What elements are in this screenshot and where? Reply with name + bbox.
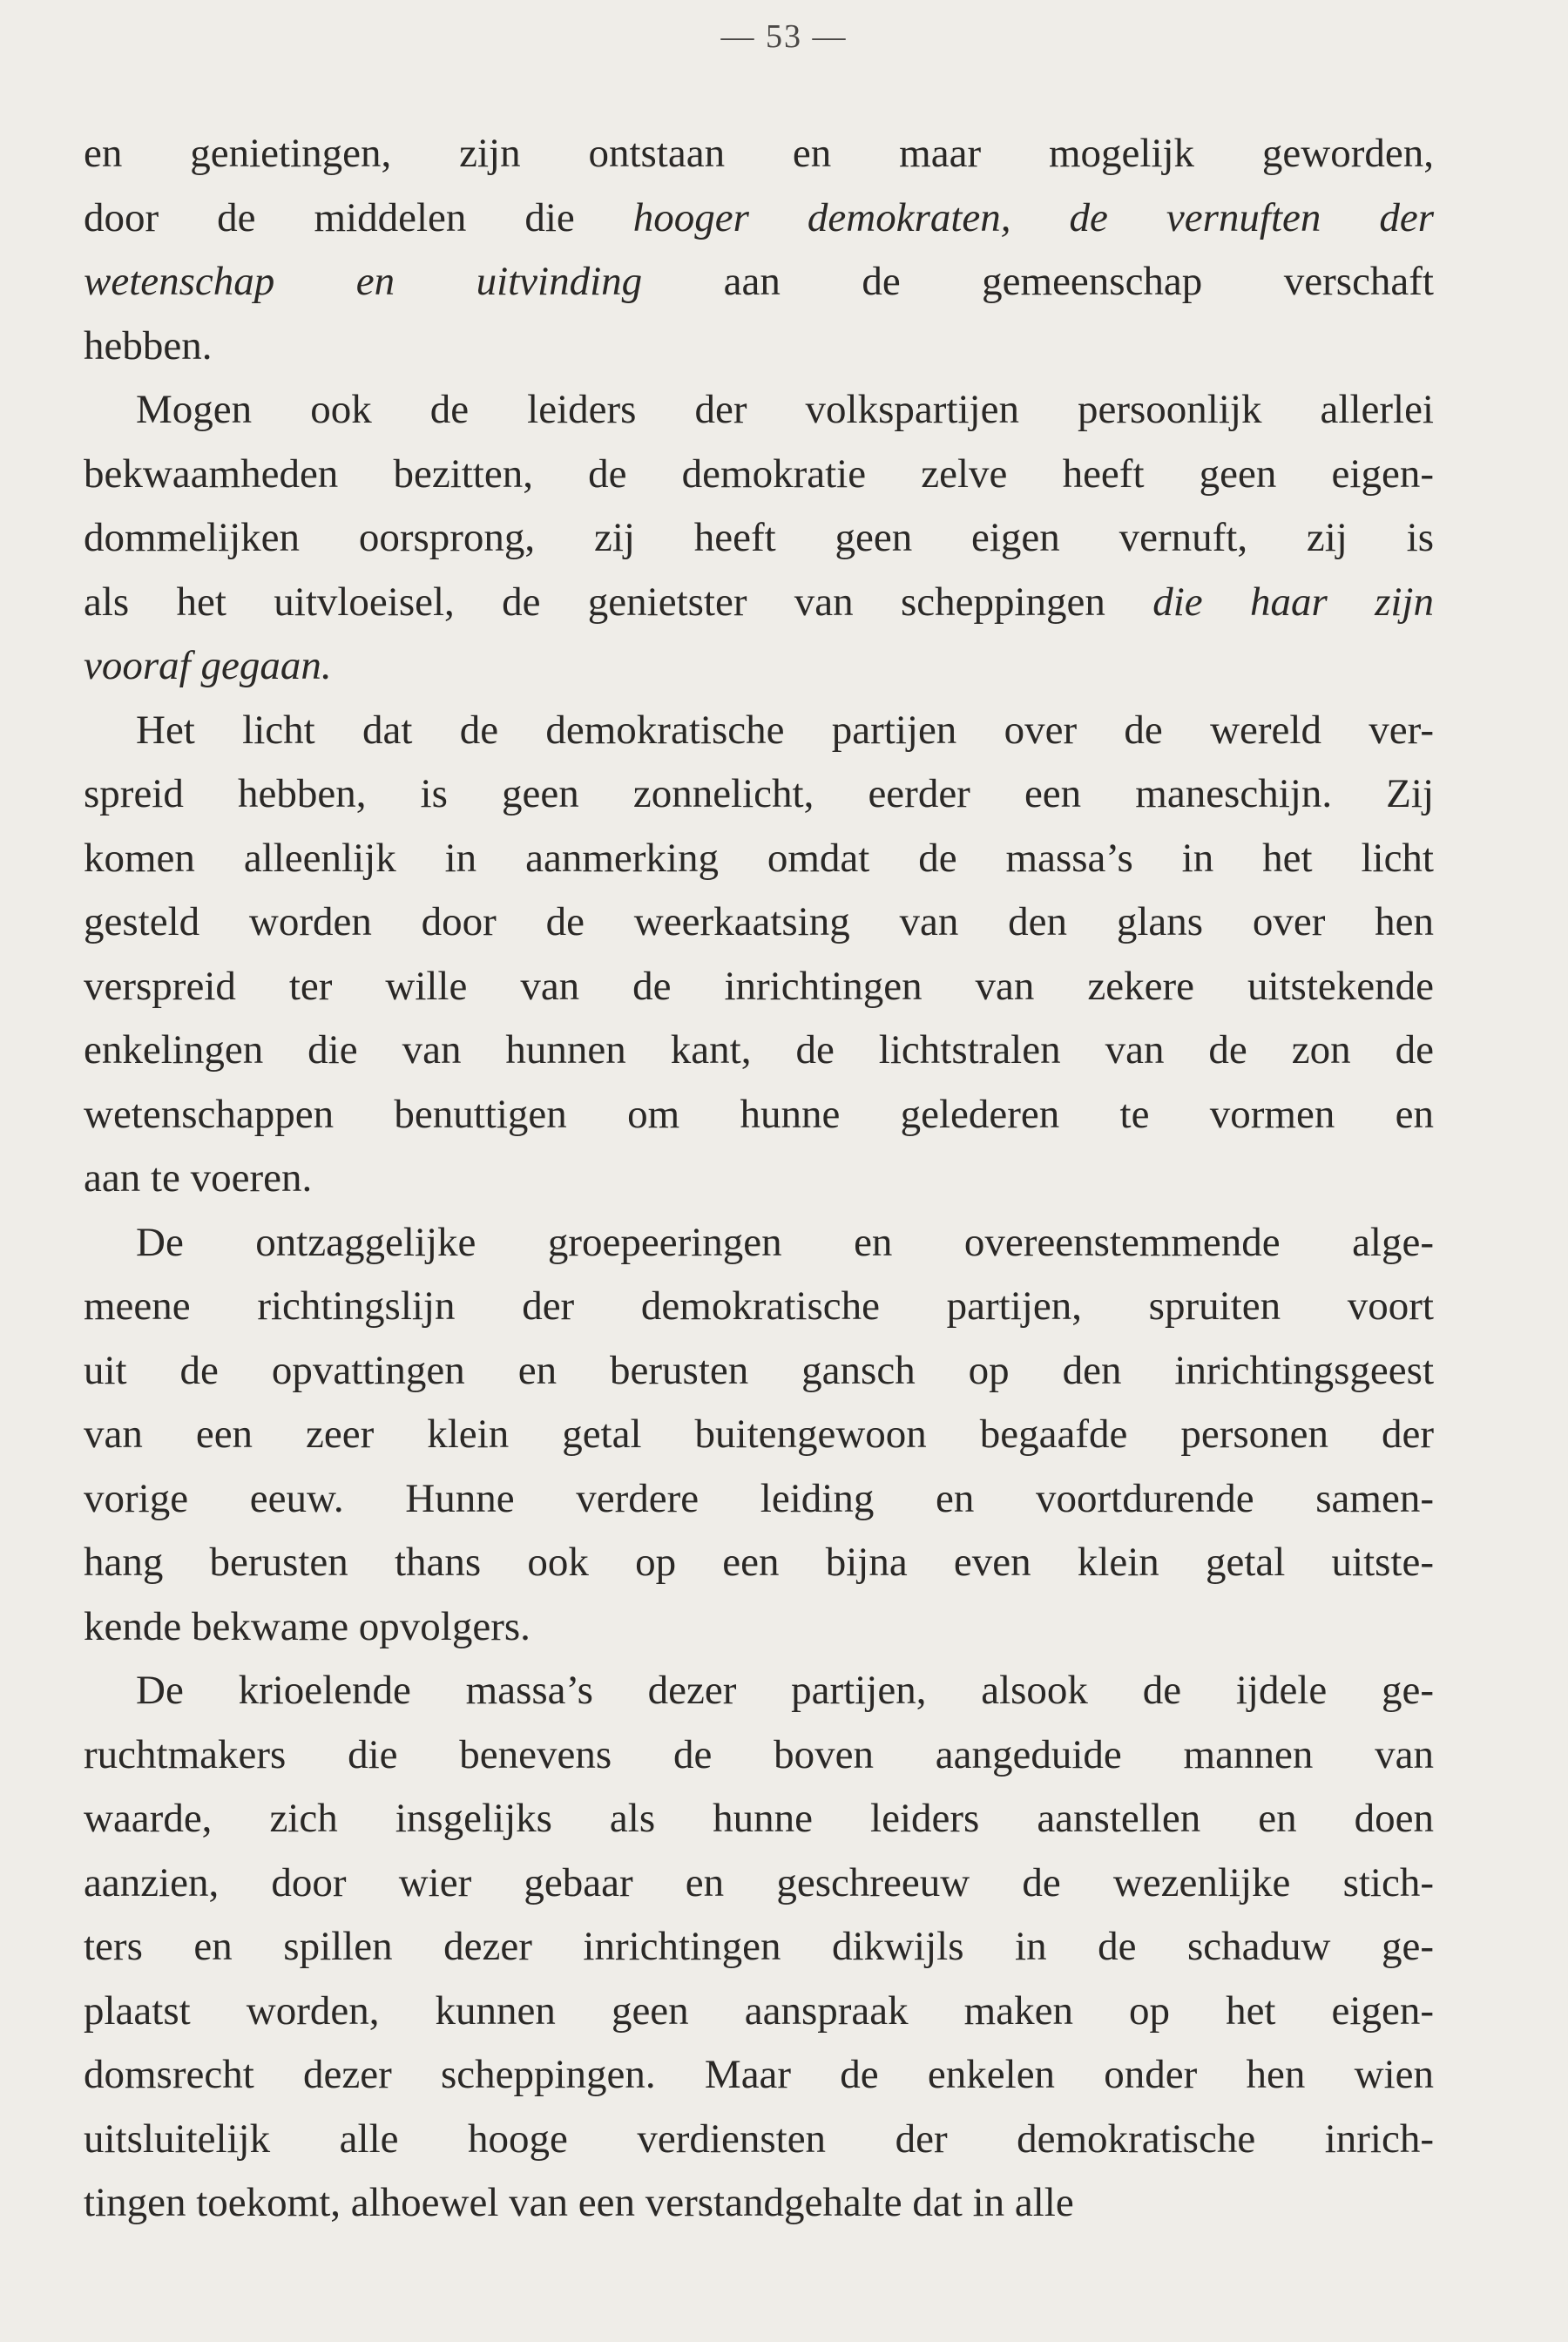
text-line: [84, 762, 1434, 827]
text-line: [84, 955, 1434, 1019]
text-line: [84, 1787, 1434, 1851]
text-segment: kende bekwame opvolgers.: [84, 1603, 531, 1649]
italic-text: hooger demokraten, de vernuften der: [632, 194, 1435, 240]
text-line: [84, 2043, 1434, 2108]
paragraph: [84, 122, 1434, 378]
text-segment: meene richtingslijn der demokratische partijen, spruiten voort: [84, 1283, 1434, 1329]
text-line: [84, 1467, 1434, 1532]
text-segment: van een zeer klein getal buitengewoon begaafde personen der: [84, 1411, 1434, 1457]
text-segment: plaatst worden, kunnen geen aanspraak maken op het eigen-: [84, 1987, 1434, 2034]
text-line: [84, 1659, 1434, 1723]
text-body: [84, 122, 1434, 2236]
text-line: [84, 1083, 1434, 1147]
text-line: [84, 1723, 1434, 1788]
text-segment: ters en spillen dezer inrichtingen dikwijls in de schaduw ge-: [84, 1924, 1434, 1969]
text-segment: Mogen ook de leiders der volkspartijen persoonlijk allerlei: [136, 387, 1434, 432]
text-line: [84, 315, 1434, 379]
text-segment: verspreid ter wille van de inrichtingen van zekere uitstekende: [84, 963, 1434, 1009]
text-segment: De krioelende massa’s dezer partijen, alsook de ijdele ge-: [136, 1668, 1434, 1713]
paragraph: [84, 699, 1434, 1211]
text-segment: door de middelen die: [84, 194, 633, 240]
text-line: [84, 827, 1434, 891]
text-segment: enkelingen die van hunnen kant, de lichtstralen van de zon de: [84, 1027, 1434, 1073]
text-segment: spreid hebben, is geen zonnelicht, eerder een maneschijn. Zij: [84, 771, 1434, 816]
text-line: [84, 186, 1434, 251]
text-segment: uitsluitelijk alle hooge verdiensten der demokratische inrich-: [84, 2115, 1434, 2162]
text-line: [84, 1211, 1434, 1276]
text-segment: wetenschappen benuttigen om hunne gelederen te vormen en: [84, 1091, 1434, 1137]
text-segment: aanzien, door wier gebaar en geschreeuw de wezenlijke stich-: [84, 1859, 1434, 1905]
text-line: [84, 571, 1434, 635]
text-line: [84, 443, 1434, 507]
paragraph: [84, 378, 1434, 699]
text-line: [84, 1339, 1434, 1404]
text-line: [84, 1019, 1434, 1083]
italic-text: vooraf gegaan.: [84, 643, 332, 688]
text-line: [84, 1980, 1434, 2044]
text-segment: aan de gemeenschap verschaft: [642, 259, 1434, 304]
text-line: [84, 122, 1434, 186]
text-line: [84, 890, 1434, 955]
text-line: [84, 2108, 1434, 2172]
page-number: — 53 —: [720, 18, 848, 55]
text-segment: als het uitvloeisel, de genietster van scheppingen: [84, 579, 1153, 625]
text-segment: hebben.: [84, 322, 213, 369]
text-line: [84, 1915, 1434, 1980]
text-line: [84, 1147, 1434, 1211]
text-segment: vorige eeuw. Hunne verdere leiding en voortdurende samen-: [84, 1475, 1434, 1521]
paragraph: [84, 1659, 1434, 2236]
text-line: [84, 1275, 1434, 1339]
text-segment: en genietingen, zijn ontstaan en maar mogelijk geworden,: [84, 131, 1434, 176]
text-line: [84, 1595, 1434, 1660]
text-line: [84, 1403, 1434, 1467]
italic-text: die haar zijn: [1152, 579, 1434, 625]
text-line: [84, 1531, 1434, 1595]
text-segment: komen alleenlijk in aanmerking omdat de massa’s in het licht: [84, 835, 1434, 881]
text-segment: tingen toekomt, alhoewel van een verstandgehalte dat in alle: [84, 2180, 1074, 2225]
text-segment: dommelijken oorsprong, zij heeft geen eigen vernuft, zij is: [84, 515, 1434, 560]
paragraph: [84, 1211, 1434, 1660]
text-segment: domsrecht dezer scheppingen. Maar de enkelen onder hen wien: [84, 2052, 1434, 2097]
text-segment: aan te voeren.: [84, 1155, 313, 1201]
text-line: [84, 2171, 1434, 2236]
text-line: [84, 699, 1434, 763]
text-segment: uit de opvattingen en berusten gansch op den inrichtingsgeest: [84, 1347, 1434, 1393]
text-segment: ruchtmakers die benevens de boven aangeduide mannen van: [84, 1731, 1434, 1777]
text-line: [84, 378, 1434, 443]
text-line: [84, 634, 1434, 699]
text-segment: waarde, zich insgelijks als hunne leiders aanstellen en doen: [84, 1796, 1434, 1841]
text-line: [84, 250, 1434, 315]
text-segment: Het licht dat de demokratische partijen over de wereld ver-: [136, 707, 1434, 753]
text-line: [84, 506, 1434, 571]
text-segment: gesteld worden door de weerkaatsing van den glans over hen: [84, 899, 1434, 944]
italic-text: wetenschap en uitvinding: [84, 259, 643, 304]
text-segment: bekwaamheden bezitten, de demokratie zelve heeft geen eigen-: [84, 450, 1434, 497]
text-segment: hang berusten thans ook op een bijna even klein getal uitste-: [84, 1540, 1434, 1585]
text-segment: De ontzaggelijke groepeeringen en overeenstemmende alge-: [136, 1219, 1434, 1265]
text-line: [84, 1851, 1434, 1916]
